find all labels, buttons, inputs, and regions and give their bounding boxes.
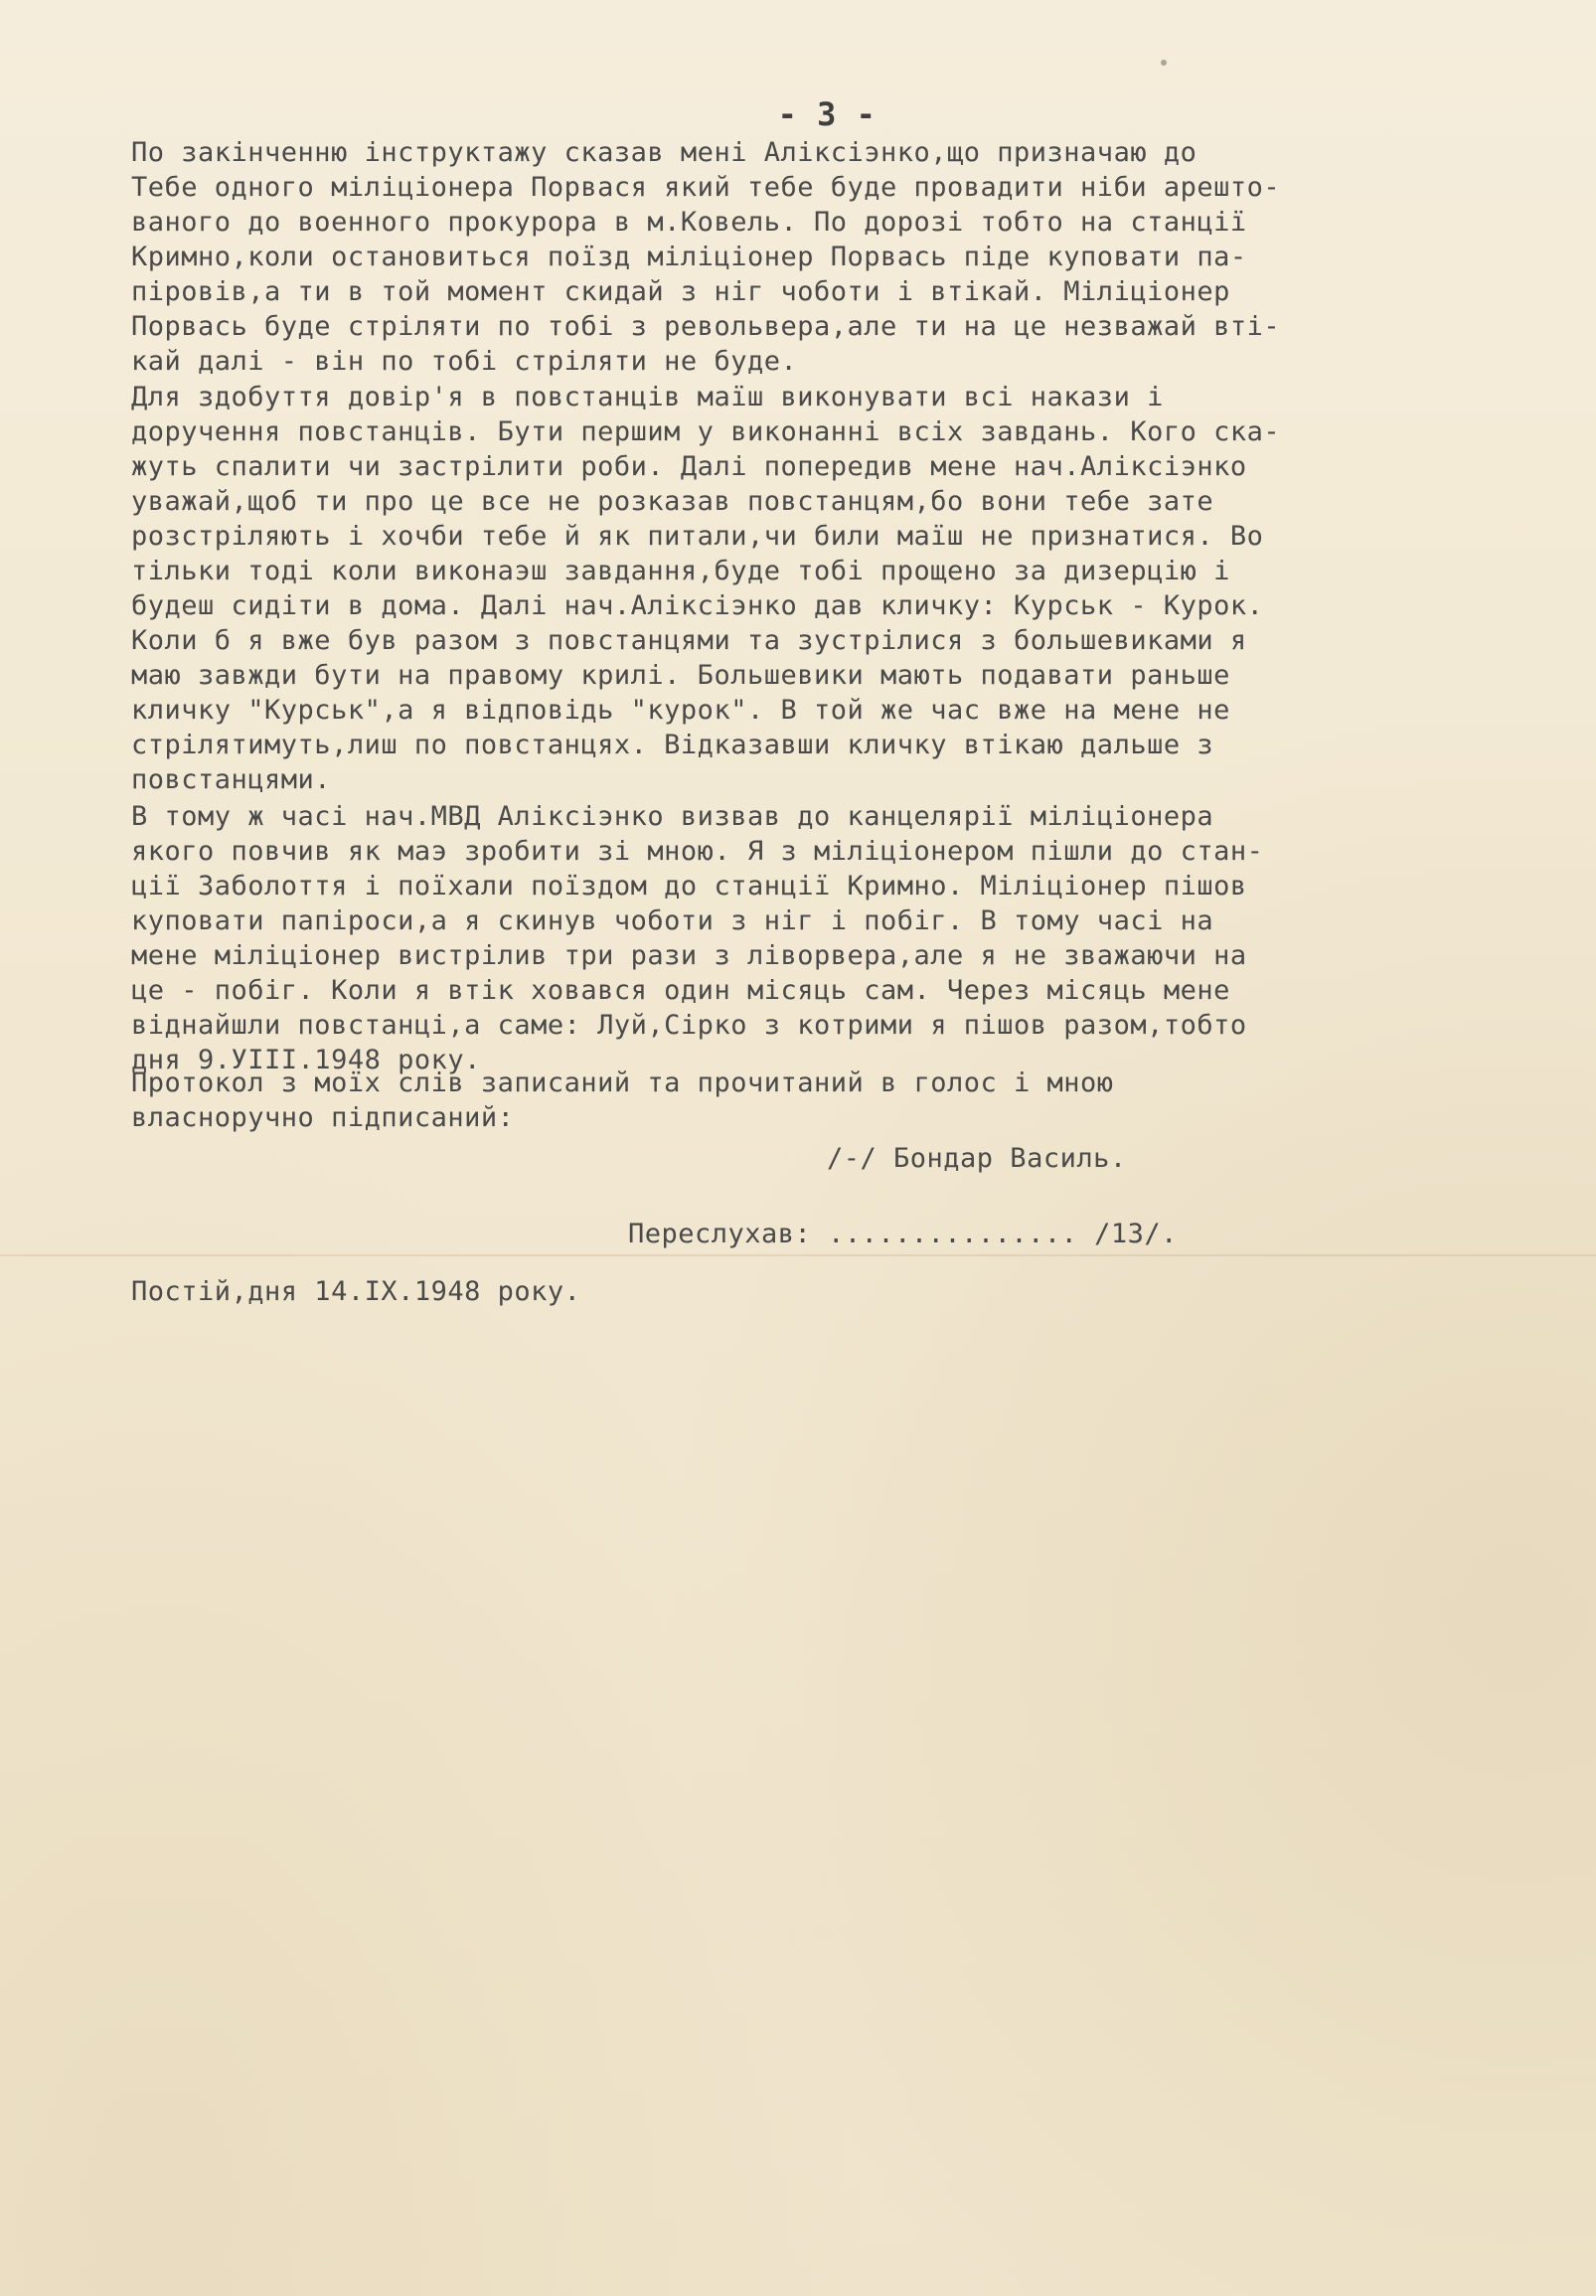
text-line: кай далі - він по тобі стріляти не буде. bbox=[131, 346, 798, 377]
page-number: - 3 - bbox=[777, 95, 877, 133]
text-line: уважай,щоб ти про це все не розказав повстанцям,бо вони тебе зате bbox=[131, 486, 1214, 517]
text-line: куповати папіроси,а я скинув чоботи з ніг і побіг. В тому часі на bbox=[131, 905, 1214, 936]
text-line: ції Заболоття і поїхали поїздом до станції Кримно. Міліціонер пішов bbox=[131, 871, 1247, 902]
ink-speck bbox=[1161, 60, 1167, 66]
text-line: це - побіг. Коли я втік ховався один місяць сам. Через місяць мене bbox=[131, 975, 1230, 1006]
text-line: Коли б я вже був разом з повстанцями та зустрілися з большевиками я bbox=[131, 625, 1247, 656]
text-line: доручення повстанців. Бути першим у виконанні всіх завдань. Кого ска- bbox=[131, 416, 1281, 447]
text-line: дня 9.УІІІ.1948 року. bbox=[131, 1045, 481, 1075]
text-line: власноручно підписаний: bbox=[131, 1102, 515, 1133]
text-line: мене міліціонер вистрілив три рази з ліворвера,але я не зважаючи на bbox=[131, 940, 1247, 971]
text-line: Порвась буде стріляти по тобі з револьвера,але ти на це незважай вті- bbox=[131, 311, 1281, 342]
paper-fold-line bbox=[0, 1254, 1596, 1256]
text-line: тільки тоді коли виконаэш завдання,буде тобі прощено за дизерцію і bbox=[131, 556, 1230, 586]
place-date: Постій,дня 14.ІХ.1948 року. bbox=[131, 1276, 581, 1307]
text-line: якого повчив як маэ зробити зі мною. Я з міліціонером пішли до стан- bbox=[131, 836, 1264, 867]
paragraph-escape bbox=[131, 799, 1522, 1077]
text-line: В тому ж часі нач.МВД Аліксіэнко визвав до канцелярії міліціонера bbox=[131, 801, 1214, 832]
paragraph-protocol bbox=[131, 1066, 1522, 1135]
paragraph-instructions bbox=[131, 135, 1522, 379]
paragraph-trust bbox=[131, 380, 1522, 797]
text-line: По закінченню інструктажу сказав мені Аліксіэнко,що призначаю до bbox=[131, 137, 1197, 168]
text-line: Тебе одного міліціонера Порвася який тебе буде провадити ніби арешто- bbox=[131, 172, 1281, 203]
text-line: повстанцями. bbox=[131, 764, 332, 795]
text-line: Для здобуття довір'я в повстанців маїш виконувати всі накази і bbox=[131, 382, 1164, 412]
text-line: Кримно,коли остановиться поїзд міліціонер Порвась піде куповати па- bbox=[131, 242, 1247, 272]
text-line: розстріляють і хочби тебе й як питали,чи били маїш не признатися. Во bbox=[131, 521, 1264, 552]
text-line: Протокол з моїх слів записаний та прочитаний в голос і мною bbox=[131, 1067, 1114, 1098]
text-line: кличку "Курськ",а я відповідь "курок". В той же час вже на мене не bbox=[131, 695, 1230, 726]
interrogator-signature: Переслухав: ............... /13/. bbox=[628, 1219, 1178, 1249]
text-line: стрілятимуть,лиш по повстанцях. Відказавши кличку втікаю дальше з bbox=[131, 730, 1214, 760]
text-line: піровів,а ти в той момент скидай з ніг чоботи і втікай. Міліціонер bbox=[131, 276, 1230, 307]
text-line: жуть спалити чи застрілити роби. Далі попередив мене нач.Аліксіэнко bbox=[131, 451, 1247, 482]
text-line: маю завжди бути на правому крилі. Большевики мають подавати раньше bbox=[131, 660, 1230, 691]
signature: /-/ Бондар Василь. bbox=[827, 1143, 1127, 1174]
text-line: будеш сидіти в дома. Далі нач.Аліксіэнко дав кличку: Курськ - Курок. bbox=[131, 590, 1264, 621]
text-line: ваного до военного прокурора в м.Ковель. По дорозі тобто на станції bbox=[131, 207, 1247, 238]
text-line: віднайшли повстанці,а саме: Луй,Сірко з котрими я пішов разом,тобто bbox=[131, 1010, 1247, 1041]
